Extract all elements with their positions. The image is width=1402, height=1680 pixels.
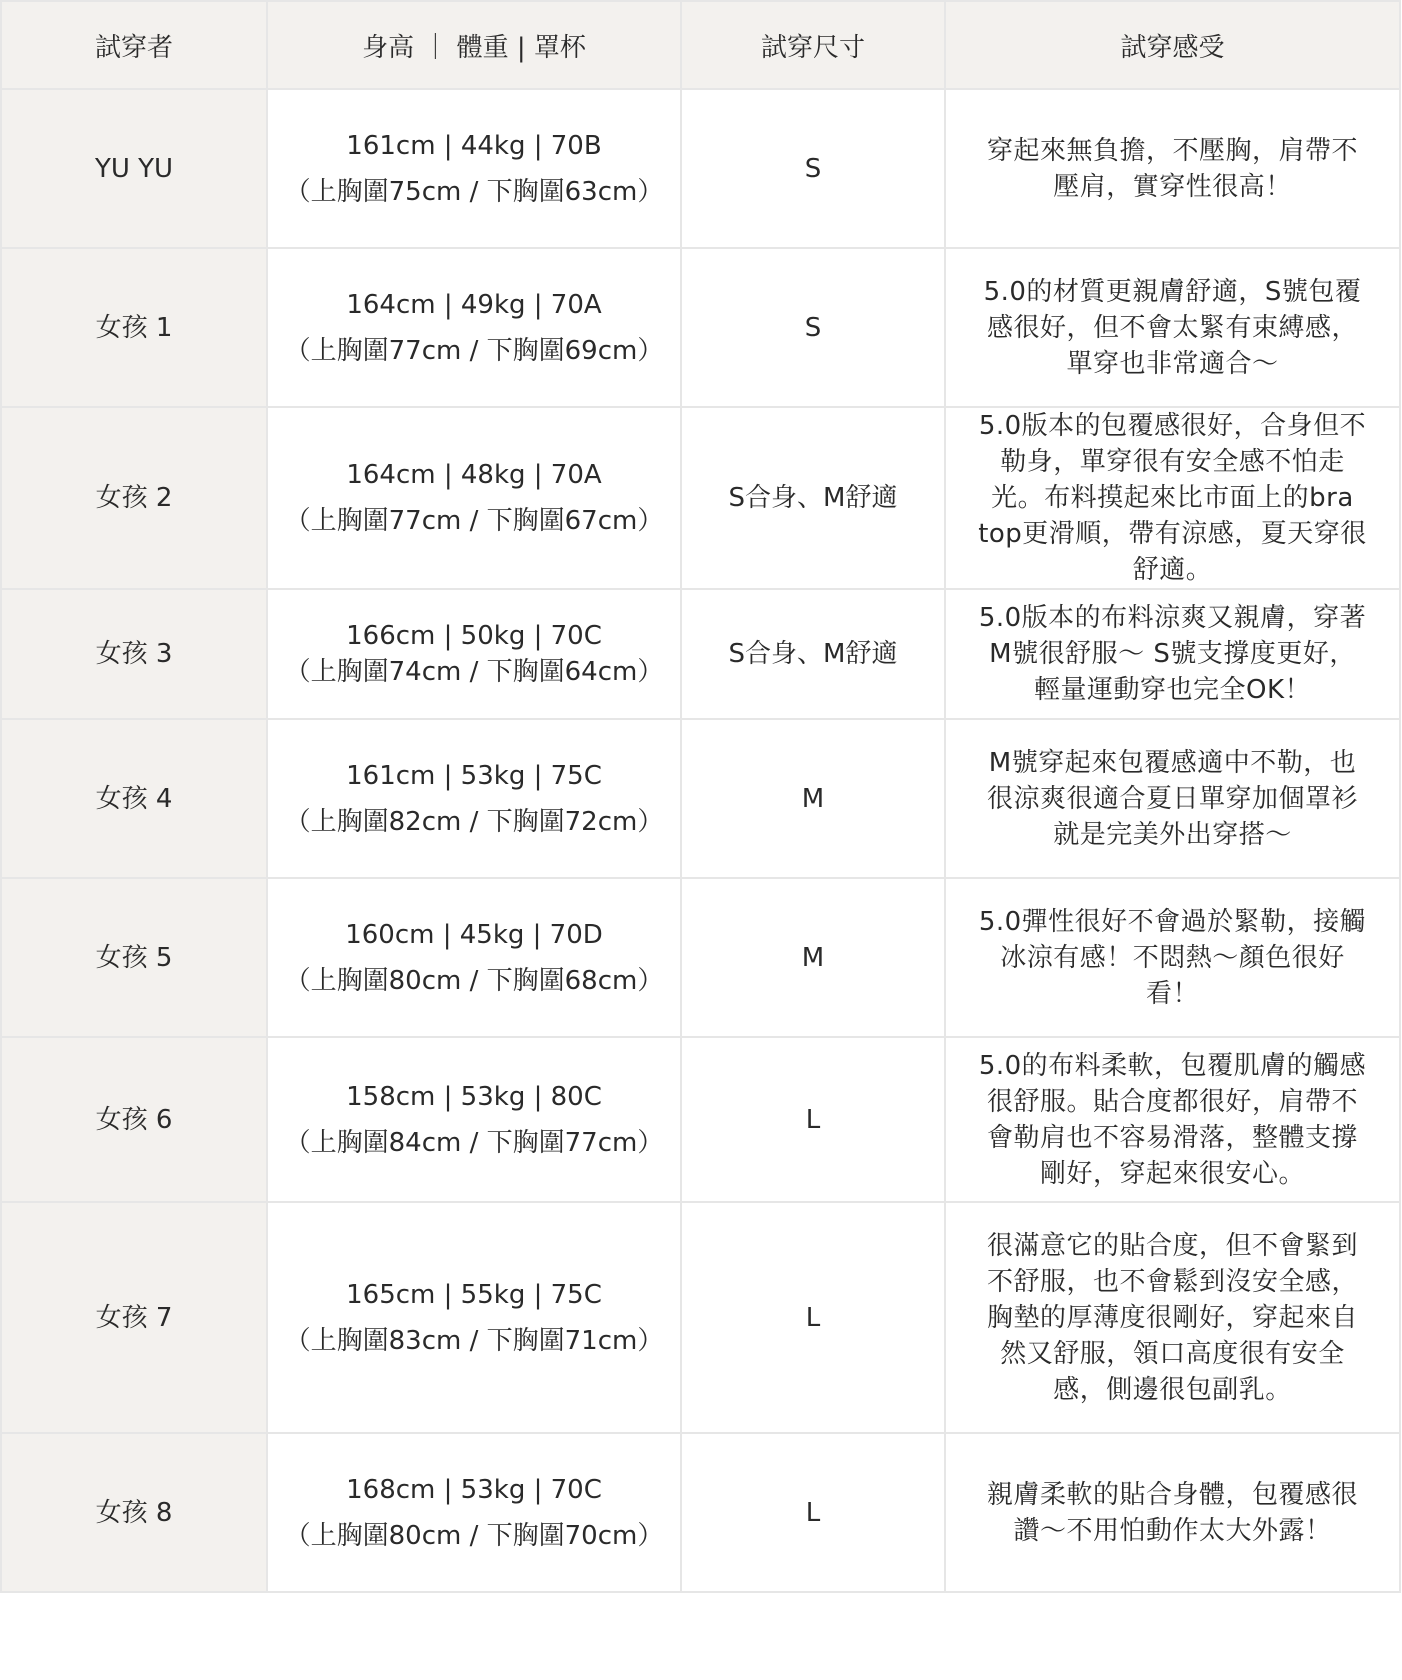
tester-name: 女孩 6 [1,1037,267,1202]
feedback-text: 5.0版本的包覆感很好，合身但不勒身，單穿很有安全感不怕走光。布料摸起來比市面上的bra top更滑順，帶有涼感，夏天穿很舒適。 [978,411,1367,585]
tester-name: 女孩 1 [1,248,267,407]
measurements-cell [267,719,681,878]
feedback-cell [945,1202,1400,1433]
table-row [1,89,1400,248]
measurements-cell [267,1202,681,1433]
measurements-bust: （上胸圍82cm / 下胸圍72cm） [284,806,664,837]
measurements-main: 158cm | 53kg | 80C [346,1081,602,1112]
table-row [1,589,1400,719]
table-header [1,1,1400,89]
measurements-main: 164cm | 49kg | 70A [346,289,602,320]
header-feedback: 試穿感受 [945,1,1400,89]
measurements-main: 164cm | 48kg | 70A [346,460,602,490]
table-row [1,719,1400,878]
measurements-main: 166cm | 50kg | 70C [346,621,602,651]
tried-size: M [681,719,945,878]
header-row [1,1,1400,89]
feedback-cell [945,89,1400,248]
feedback-cell [945,1433,1400,1592]
tried-size: S [681,248,945,407]
measurements-cell [267,1433,681,1592]
measurements-bust: （上胸圍75cm / 下胸圍63cm） [284,176,664,207]
table-row [1,1202,1400,1433]
measurements-bust: （上胸圍83cm / 下胸圍71cm） [284,1325,664,1356]
tester-name: 女孩 5 [1,878,267,1037]
measurements-main: 161cm | 44kg | 70B [346,130,602,161]
feedback-cell [945,248,1400,407]
tester-name: YU YU [1,89,267,248]
measurements-bust: （上胸圍80cm / 下胸圍70cm） [284,1520,664,1551]
measurements-cell [267,878,681,1037]
header-measurements: 身高 ｜ 體重 | 罩杯 [267,1,681,89]
measurements-main: 168cm | 53kg | 70C [346,1474,602,1505]
feedback-cell [945,719,1400,878]
header-tester: 試穿者 [1,1,267,89]
measurements-bust: （上胸圍80cm / 下胸圍68cm） [284,965,664,996]
measurements-cell [267,1037,681,1202]
feedback-text: M號穿起來包覆感適中不勒，也很涼爽很適合夏日單穿加個罩衫就是完美外出穿搭～ [986,747,1358,850]
table-row [1,878,1400,1037]
feedback-text: 5.0版本的布料涼爽又親膚，穿著M號很舒服～ S號支撐度更好，輕量運動穿也完全OK！ [978,603,1367,705]
tester-name: 女孩 7 [1,1202,267,1433]
tried-size: M [681,878,945,1037]
table-row [1,1433,1400,1592]
measurements-bust: （上胸圍77cm / 下胸圍69cm） [284,335,664,366]
tester-name: 女孩 8 [1,1433,267,1592]
feedback-text: 親膚柔軟的貼合身體，包覆感很讚～不用怕動作太大外露！ [986,1479,1358,1546]
measurements-cell [267,589,681,719]
feedback-cell [945,1037,1400,1202]
measurements-main: 160cm | 45kg | 70D [345,919,603,950]
header-size: 試穿尺寸 [681,1,945,89]
tried-size: L [681,1433,945,1592]
tried-size: L [681,1202,945,1433]
table-body [1,89,1400,1592]
tried-size: S合身、M舒適 [681,589,945,719]
tester-name: 女孩 2 [1,407,267,589]
measurements-main: 161cm | 53kg | 75C [346,760,602,791]
feedback-cell [945,589,1400,719]
feedback-text: 5.0的材質更親膚舒適，S號包覆感很好，但不會太緊有束縛感，單穿也非常適合～ [983,276,1362,379]
tried-size: L [681,1037,945,1202]
measurements-cell [267,407,681,589]
measurements-bust: （上胸圍84cm / 下胸圍77cm） [284,1127,664,1158]
feedback-cell [945,878,1400,1037]
feedback-cell [945,407,1400,589]
feedback-text: 很滿意它的貼合度，但不會緊到不舒服，也不會鬆到沒安全感，胸墊的厚薄度很剛好，穿起來自然又舒服，領口高度很有安全感，側邊很包副乳。 [986,1230,1358,1405]
tried-size: S合身、M舒適 [681,407,945,589]
tried-size: S [681,89,945,248]
table-row [1,1037,1400,1202]
measurements-bust: （上胸圍77cm / 下胸圍67cm） [284,506,664,536]
tester-name: 女孩 4 [1,719,267,878]
feedback-text: 5.0的布料柔軟，包覆肌膚的觸感很舒服。貼合度都很好，肩帶不會勒肩也不容易滑落，整體支撐剛好，穿起來很安心。 [978,1050,1367,1189]
table-row [1,407,1400,589]
measurements-bust: （上胸圍74cm / 下胸圍64cm） [284,657,664,687]
tester-name: 女孩 3 [1,589,267,719]
feedback-text: 穿起來無負擔，不壓胸，肩帶不壓肩，實穿性很高！ [986,135,1358,202]
measurements-cell [267,248,681,407]
measurements-main: 165cm | 55kg | 75C [346,1279,602,1310]
feedback-text: 5.0彈性很好不會過於緊勒，接觸冰涼有感！不悶熱～顏色很好看！ [978,906,1367,1009]
table-row [1,248,1400,407]
measurements-cell [267,89,681,248]
